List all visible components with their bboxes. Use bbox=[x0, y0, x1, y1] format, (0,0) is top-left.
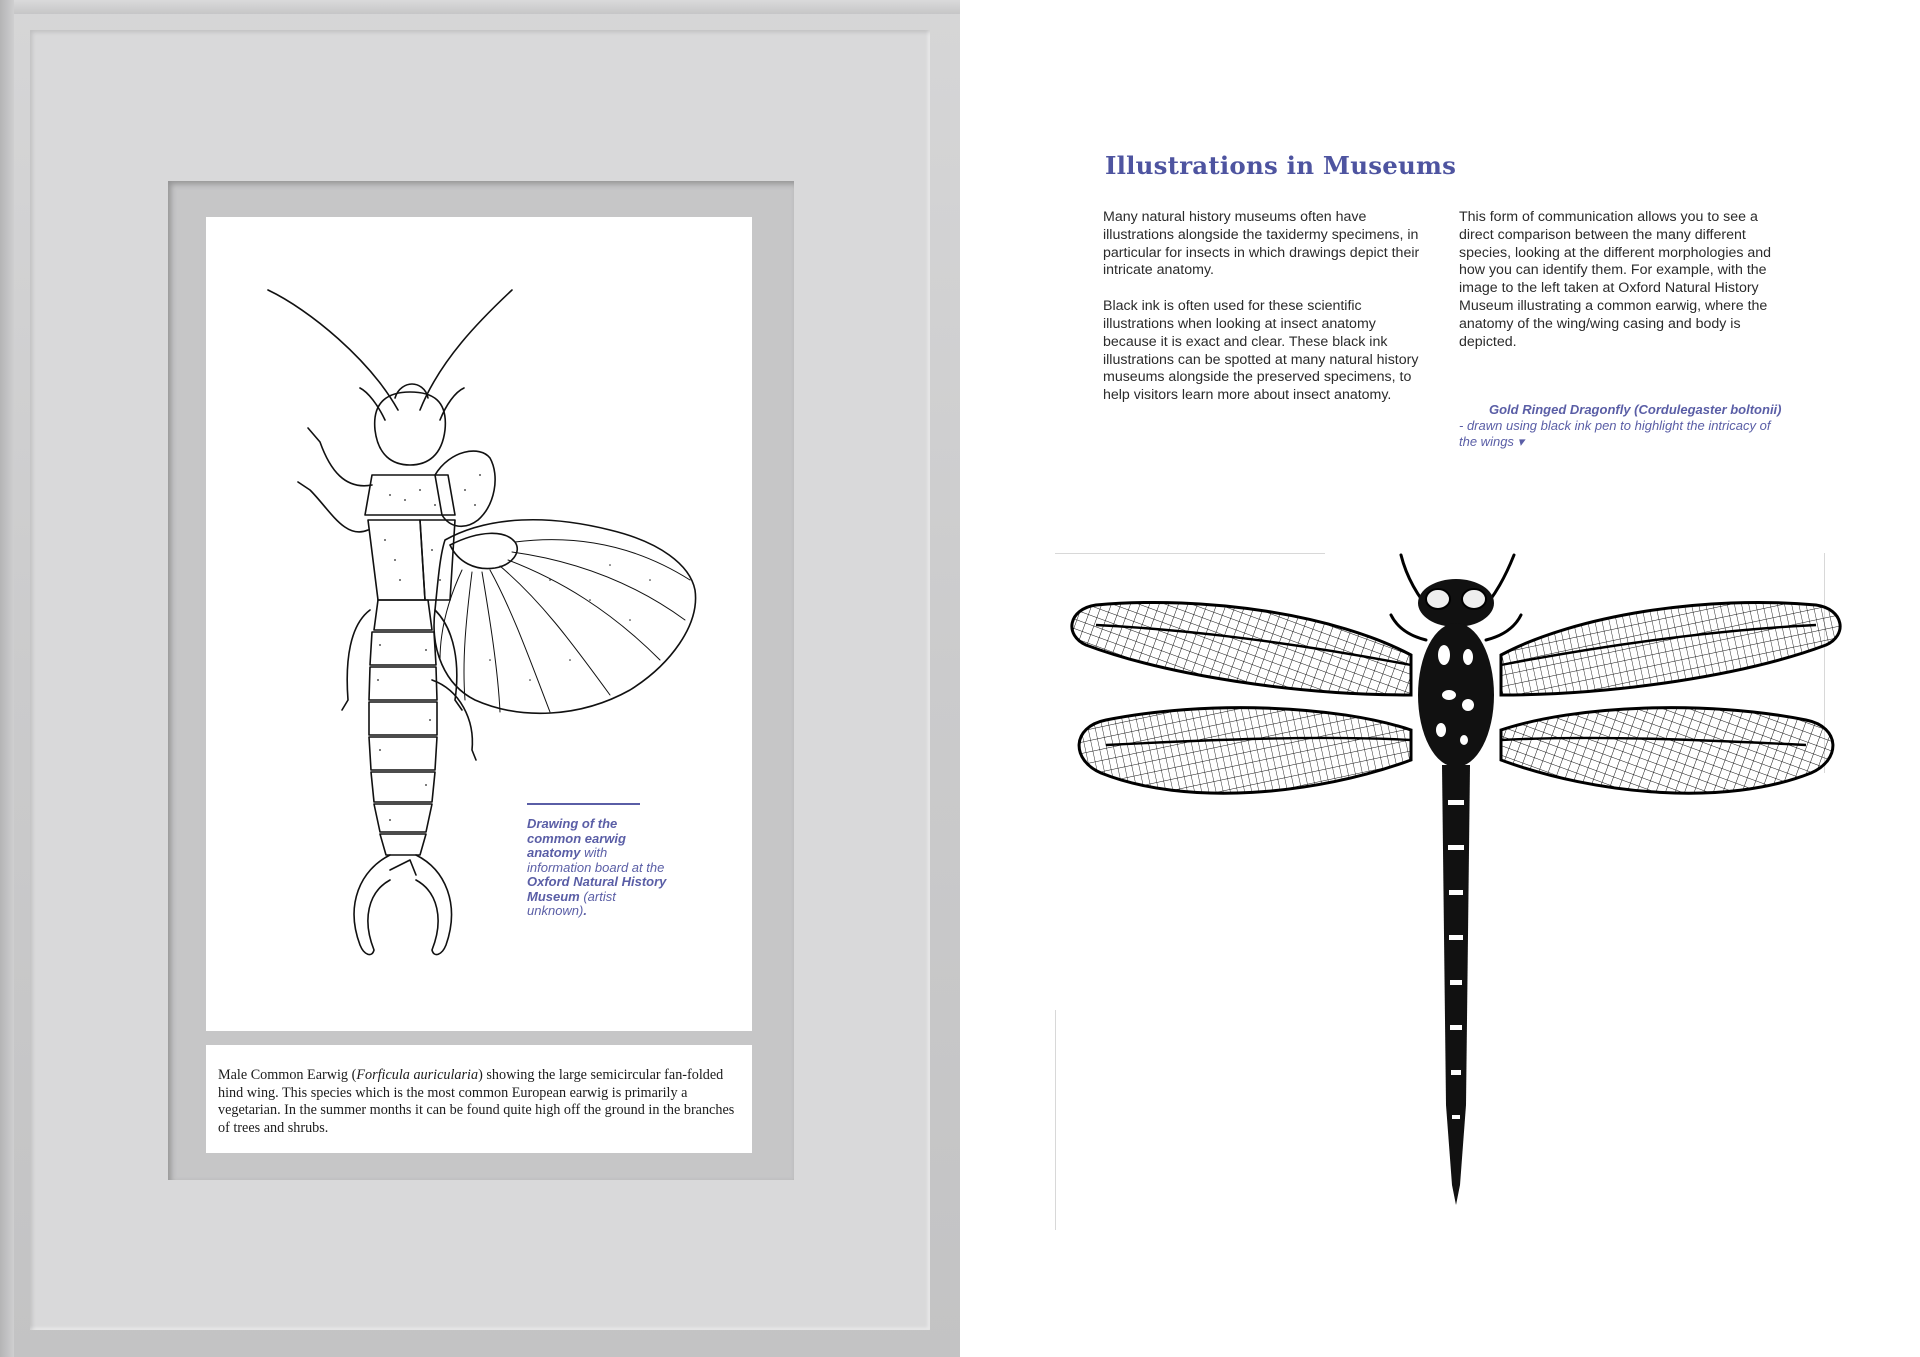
annotation-text-1: with information board at the bbox=[527, 845, 665, 875]
frame-edge-left bbox=[0, 0, 14, 1357]
page-heading: Illustrations in Museums bbox=[1105, 151, 1457, 180]
paragraph: This form of communication allows you to see a direct comparison between the many different species, looking at the different morphologies and how you can identify them. For example, with the image to the left taken at Oxford Natural History Museum illustrating a common earwig, where the anatomy of the wing/wing casing and body is depicted. bbox=[1459, 209, 1772, 350]
text-column-right bbox=[1459, 209, 1789, 369]
dragonfly-caption-title: Gold Ringed Dragonfly (Cordulegaster boltonii) bbox=[1489, 402, 1782, 417]
plate-caption bbox=[218, 1067, 743, 1137]
dragonfly-caption-text: - drawn using black ink pen to highlight the intricacy of the wings bbox=[1459, 418, 1771, 449]
annotation-text-2: (artist unknown) bbox=[527, 888, 616, 918]
earwig-annotation bbox=[527, 803, 675, 919]
paragraph: Many natural history museums often have illustrations alongside the taxidermy specimens, in particular for insects in which drawings depict their intricate anatomy. bbox=[1103, 209, 1420, 279]
right-page bbox=[960, 0, 1920, 1357]
frame-edge-top bbox=[0, 0, 960, 14]
plate-caption-box bbox=[206, 1045, 752, 1153]
plate-caption-species: Forficula auricularia bbox=[356, 1067, 479, 1083]
dragonfly-illustration bbox=[1056, 545, 1856, 1225]
annotation-end: . bbox=[583, 903, 587, 918]
down-arrow-icon: ▾ bbox=[1517, 434, 1525, 449]
annotation-bold-1: Drawing of the common earwig anatomy bbox=[527, 816, 626, 860]
text-column-left bbox=[1103, 209, 1433, 423]
annotation-text bbox=[527, 817, 675, 919]
plate-caption-part1: Male Common Earwig ( bbox=[218, 1067, 357, 1083]
dragonfly-caption bbox=[1459, 402, 1789, 450]
plate-caption-part2: ) showing the large semicircular fan-folded hind wing. This species which is the most common European earwig is primarily a vegetarian. In the summer months it can be found quite high off the ground in the branches of trees and shrubs. bbox=[218, 1067, 735, 1136]
annotation-bold-2: Oxford Natural History Museum bbox=[527, 874, 667, 904]
annotation-rule bbox=[527, 803, 640, 805]
paragraph: Black ink is often used for these scientific illustrations when looking at insect anatomy because it is exact and clear. These black ink illustrations can be spotted at many natural history museums alongside the preserved specimens, to help visitors learn more about insect anatomy. bbox=[1103, 298, 1419, 404]
